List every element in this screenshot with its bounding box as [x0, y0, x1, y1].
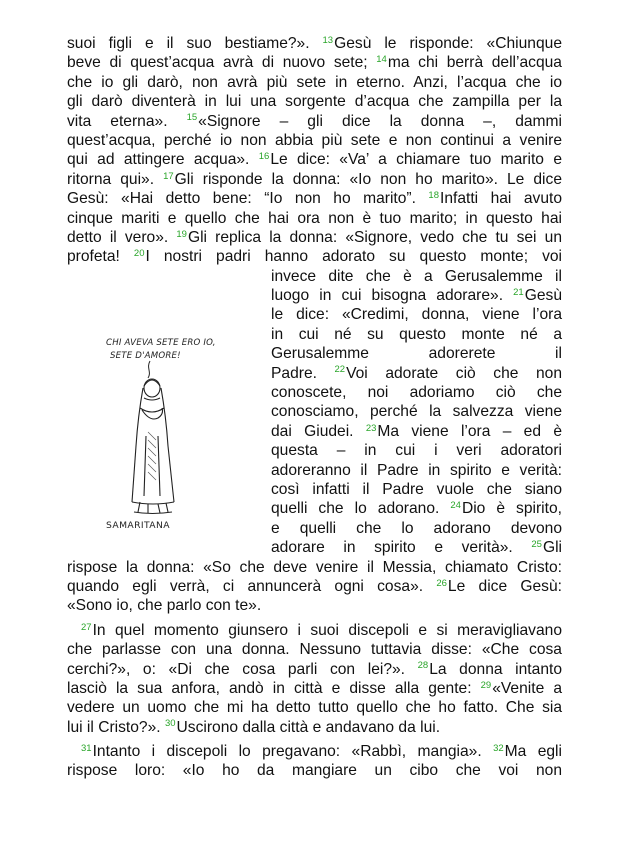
- text-segment: dai Giudei.: [271, 422, 366, 440]
- text-line: [271, 383, 562, 402]
- text-segment: detto il vero».: [67, 228, 177, 246]
- text-segment: che parlasse con una donna. Nessuno tuttavia disse: «Che cosa: [67, 641, 562, 659]
- text-line: [271, 461, 562, 480]
- text-line: [271, 480, 562, 499]
- text-segment: adoreranno il Padre in spirito e verità:: [271, 461, 562, 479]
- verse-number: 31: [81, 742, 92, 754]
- text-segment: quando egli verrà, ci annuncerà ogni cosa».: [67, 577, 437, 595]
- text-line: [271, 305, 562, 324]
- text-segment: vita eterna».: [67, 112, 187, 130]
- text-segment: Uscirono dalla città e andavano da lui.: [176, 718, 441, 736]
- text-line: [67, 92, 562, 111]
- verse-number: 30: [164, 718, 176, 730]
- text-line: [67, 247, 562, 266]
- verse-number: 23: [365, 422, 377, 434]
- text-segment: ma chi berrà dell’acqua: [387, 54, 562, 72]
- text-line: [67, 112, 562, 131]
- text-segment: Gli: [542, 539, 562, 557]
- text-segment: Dio è spirito,: [461, 500, 562, 518]
- verse-number: 32: [493, 742, 504, 754]
- text-line: [67, 640, 562, 659]
- text-line: [67, 150, 562, 169]
- text-segment: vedere un uomo che mi ha detto tutto quello che ho fatto. Che sia: [67, 699, 562, 717]
- text-line: [271, 286, 562, 305]
- text-line: [67, 761, 562, 780]
- verse-number: 17: [163, 170, 174, 182]
- text-line: [67, 621, 562, 640]
- text-line: [67, 73, 562, 92]
- text-line: [67, 577, 562, 596]
- text-segment: profeta!: [67, 248, 134, 266]
- text-segment: in cui né su questo monte né a: [271, 325, 562, 343]
- text-segment: ritorna qui».: [67, 170, 164, 188]
- speech-line-2: SETE D'AMORE!: [110, 351, 181, 361]
- text-line: [67, 170, 562, 189]
- text-segment: Le dice Gesù:: [447, 577, 562, 595]
- text-line: [271, 325, 562, 344]
- text-line: [67, 228, 562, 247]
- verse-number: 14: [376, 54, 387, 66]
- text-segment: «Venite a: [492, 679, 562, 697]
- text-line: [67, 131, 562, 150]
- verse-number: 25: [531, 538, 542, 550]
- text-segment: cinque mariti e quello che hai ora non è tuo marito; in questo hai: [67, 209, 562, 227]
- verse-number: 26: [436, 577, 447, 589]
- text-segment: Le dice: «Va’ a chiamare tuo marito e: [270, 151, 562, 169]
- text-line: [271, 364, 562, 383]
- text-line: [271, 402, 562, 421]
- text-line: [271, 344, 562, 363]
- text-line: [67, 698, 562, 717]
- text-line: [67, 679, 562, 698]
- hatching: [148, 432, 156, 480]
- text-segment: Ma egli: [504, 743, 562, 761]
- speech-tail: [148, 361, 150, 378]
- text-segment: le dice: «Credimi, donna, viene l’ora: [271, 306, 562, 324]
- woman-figure: [132, 379, 174, 514]
- text-segment: rispose loro: «Io ho da mangiare un cibo che voi non: [67, 762, 562, 780]
- text-line: [67, 209, 562, 228]
- text-segment: conosciamo, perché la salvezza viene: [271, 403, 562, 421]
- verse-number: 29: [480, 679, 492, 691]
- text-segment: conoscete, noi adoriamo ciò che: [271, 384, 562, 402]
- text-line: [67, 718, 562, 737]
- text-segment: I nostri padri hanno adorato su questo monte; voi: [145, 248, 562, 266]
- verse-number: 13: [322, 34, 334, 46]
- text-line: [271, 499, 562, 518]
- verse-number: 27: [81, 621, 92, 633]
- text-line: [271, 538, 562, 557]
- text-segment: qui ad attingere acqua».: [67, 151, 259, 169]
- text-line: [67, 34, 562, 53]
- text-line: [271, 267, 562, 286]
- verse-number: 15: [186, 112, 198, 124]
- samaritan-woman-illustration: [92, 336, 252, 532]
- verse-number: 18: [428, 189, 439, 201]
- text-line: [271, 519, 562, 538]
- text-line: [67, 558, 562, 577]
- text-segment: gli darò diventerà in lui una sorgente d’acqua che zampilla per la: [67, 93, 562, 111]
- verse-number: 19: [176, 228, 187, 240]
- text-line: [67, 742, 562, 761]
- verse-number: 21: [513, 286, 524, 298]
- text-line: [67, 53, 562, 72]
- cartoon-drawing: [92, 336, 252, 532]
- verse-number: 20: [133, 248, 145, 260]
- text-segment: lasciò la sua anfora, andò in città e disse alla gente:: [67, 679, 481, 697]
- text-segment: suoi figli e il suo bestiame?».: [67, 35, 323, 52]
- text-segment: quelli che lo adorano.: [271, 500, 451, 518]
- text-segment: quest’acqua, perché io non abbia più sete e non continui a venire: [67, 131, 562, 149]
- text-segment: Gesù: «Hai detto bene: “Io non ho marito”.: [67, 190, 429, 208]
- text-segment: così infatti il Padre vuole che siano: [271, 480, 562, 498]
- text-segment: Ma viene l’ora – ed è: [377, 422, 562, 440]
- text-line: [271, 441, 562, 460]
- text-segment: questa – in cui i veri adoratori: [271, 442, 562, 460]
- text-segment: Padre.: [271, 364, 335, 382]
- text-segment: e quelli che lo adorano devono: [271, 519, 562, 537]
- text-segment: «Sono io, che parlo con te».: [67, 597, 262, 615]
- text-segment: «Signore – gli dice la donna –, dammi: [198, 112, 562, 130]
- verse-number: 28: [417, 660, 429, 672]
- verse-number: 24: [450, 500, 461, 512]
- text-segment: adorare in spirito e verità».: [271, 539, 532, 557]
- text-segment: cerchi?», o: «Di che cosa parli con lei?».: [67, 660, 418, 678]
- text-line: [67, 596, 562, 615]
- text-segment: Intanto i discepoli lo pregavano: «Rabbì, mangia».: [92, 743, 494, 761]
- text-segment: rispose la donna: «So che deve venire il Messia, chiamato Cristo:: [67, 558, 562, 576]
- text-line: [67, 189, 562, 208]
- text-segment: Gesù: [524, 287, 562, 305]
- text-segment: In quel momento giunsero i suoi discepoli e si meravigliavano: [92, 621, 562, 639]
- illustration-caption: SAMARITANA: [106, 520, 170, 531]
- text-segment: La donna intanto: [429, 660, 562, 678]
- verse-number: 16: [258, 151, 270, 163]
- text-segment: beve di quest’acqua avrà di nuovo sete;: [67, 54, 377, 72]
- text-segment: Voi adorate ciò che non: [346, 364, 562, 382]
- verse-number: 22: [334, 364, 346, 376]
- text-segment: invece dite che è a Gerusalemme il: [271, 267, 562, 285]
- text-segment: Gerusalemme adorerete il: [271, 345, 562, 363]
- text-segment: Gli risponde la donna: «Io non ho marito». Le dice: [174, 170, 562, 188]
- text-segment: Gli replica la donna: «Signore, vedo che tu sei un: [187, 228, 563, 246]
- text-segment: luogo in cui bisogna adorare».: [271, 287, 514, 305]
- text-segment: Gesù le risponde: «Chiunque: [334, 35, 562, 52]
- text-segment: Infatti hai avuto: [440, 190, 563, 208]
- speech-line-1: CHI AVEVA SETE ERO IO,: [106, 338, 216, 348]
- text-segment: lui il Cristo?».: [67, 718, 165, 736]
- text-line: [271, 422, 562, 441]
- text-line: [67, 660, 562, 679]
- text-segment: che io gli darò, non avrà più sete in eterno. Anzi, l’acqua che io: [67, 73, 562, 91]
